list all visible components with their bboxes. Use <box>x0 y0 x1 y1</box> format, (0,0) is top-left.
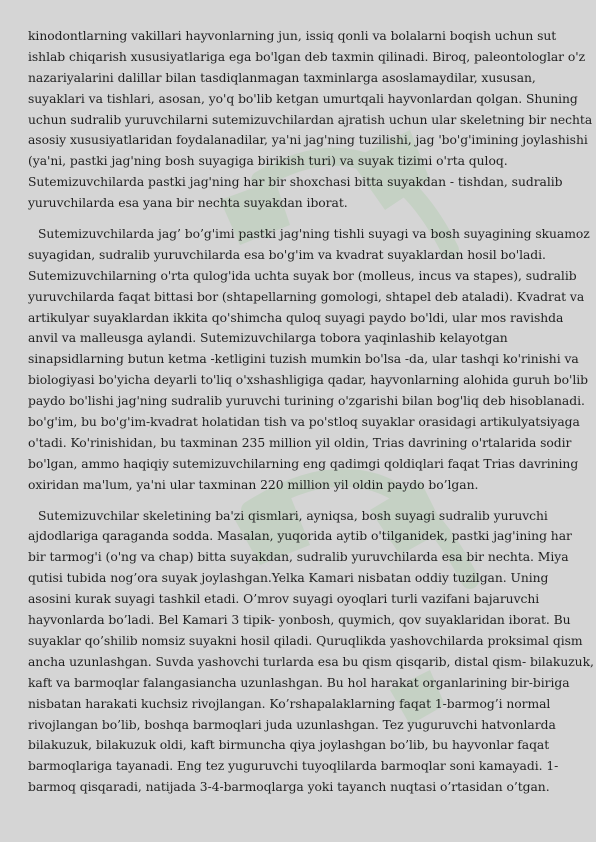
text-line: hayvonlarda bo’ladi. Bel Kamari 3 tipik- yonbosh, quymich, qov suyaklaridan iborat. Bu <box>28 613 571 628</box>
text-line: nisbatan harakati kuchsiz rivojlangan. Ko’rshapalaklarning faqat 1-barmog’i normal <box>28 696 551 711</box>
text-line: suyagidan, sudralib yuruvchilarda esa bo'g'im va kvadrat suyaklardan hosil bo'ladi. <box>28 247 546 262</box>
text-line: barmoq qisqaradi, natijada 3-4-barmoqlarga yoki tayanch nuqtasi o’rtasidan o’tgan. <box>28 780 550 795</box>
text-line: bo'lgan, ammo haqiqiy sutemizuvchilarning eng qadimgi qoldiqlari faqat Trias davrining <box>28 456 579 471</box>
text-line: yuruvchilarda esa yana bir nechta suyakdan iborat. <box>28 196 348 211</box>
text-line: ishlab chiqarish xususiyatlariga ega bo'lgan deb taxmin qilinadi. Biroq, paleontologlar o'z <box>28 49 586 64</box>
text-line: suyaklar qo’shilib nomsiz suyakni hosil qiladi. Quruqlikda yashovchilarda proksimal qism <box>28 633 583 648</box>
text-line: bir tarmog'i (o'ng va chap) bitta suyakdan, sudralib yuruvchilarda esa bir nechta. Miya <box>28 550 569 565</box>
text-line: Sutemizuvchilar skeletining ba'zi qismlari, ayniqsa, bosh suyagi sudralib yuruvchi <box>38 508 548 523</box>
text-line: biologiyasi bo'yicha deyarli to'liq o'xshashligiga qadar, hayvonlarning alohida guruh bo'lib <box>28 373 589 388</box>
text-line: paydo bo'lishi jag'ning sudralib yuruvchi turining o'zgarishi bilan bog'liq deb hisoblanadi. <box>28 394 585 409</box>
text-line: kaft va barmoqlar falangasiancha uzunlashgan. Bu hol harakat organlarining bir-biriga <box>28 675 570 690</box>
text-line: artikulyar suyaklardan ikkita qo'shimcha quloq suyagi paydo bo'ldi, ular mos ravishda <box>28 310 564 325</box>
text-line: ajdodlariga qaraganda sodda. Masalan, yuqorida aytib o'tilganidek, pastki jag'ining har <box>28 529 572 544</box>
text-line: uchun sudralib yuruvchilarni sutemizuvchilardan ajratish uchun ular skeletning bir nechta <box>28 112 593 127</box>
text-line: (ya'ni, pastki jag'ning bosh suyagiga birikish turi) va suyak tizimi o'rta quloq. <box>28 154 508 169</box>
text-line: Sutemizuvchilarda jag’ bo’g'imi pastki jag'ning tishli suyagi va bosh suyagining skuamoz <box>38 227 590 242</box>
text-line: qutisi tubida nog’ora suyak joylashgan.Yelka Kamari nisbatan oddiy tuzilgan. Uning <box>28 571 549 586</box>
text-line: oxiridan ma'lum, ya'ni ular taxminan 220 million yil oldin paydo bo’lgan. <box>28 477 479 492</box>
text-line: bo'g'im, bu bo'g'im-kvadrat holatidan tish va po'stloq suyaklar orasidagi artikulyatsiyaga <box>28 415 580 430</box>
document-body <box>28 26 594 798</box>
text-line: barmoqlariga tayanadi. Eng tez yuguruvchi tuyoqlilarda barmoqlar soni kamayadi. 1- <box>28 759 559 774</box>
text-line: Sutemizuvchilarning o'rta qulog'ida uchta suyak bor (molleus, incus va stapes), sudralib <box>28 268 577 283</box>
text-line: nazariyalarini dalillar bilan tasdiqlanmagan taxminlarga asoslamaydilar, xususan, <box>28 70 536 85</box>
text-line: suyaklari va tishlari, asosan, yo'q bo'lib ketgan umurtqali hayvonlardan qolgan. Shuning <box>28 91 578 106</box>
text-line: Sutemizuvchilarda pastki jag'ning har bir shoxchasi bitta suyakdan - tishdan, sudralib <box>28 175 563 190</box>
text-line: asosini kurak suyagi tashkil etadi. O’mrov suyagi oyoqlari turli vazifani bajaruvchi <box>28 592 540 607</box>
text-line: sinapsidlarning butun ketma -ketligini tuzish mumkin bo'lsa -da, ular tashqi ko'rinishi va <box>28 352 579 367</box>
text-line: anvil va malleusga aylandi. Sutemizuvchilarga tobora yaqinlashib kelayotgan <box>28 331 508 346</box>
text-line: o'tadi. Ko'rinishidan, bu taxminan 235 million yil oldin, Trias davrining o'rtalarida sodir <box>28 435 572 450</box>
text-line: kinodontlarning vakillari hayvonlarning jun, issiq qonli va bolalarni boqish uchun sut <box>28 29 557 43</box>
paragraph-1 <box>28 26 593 214</box>
text-line: rivojlangan bo’lib, boshqa barmoqlari juda uzunlashgan. Tez yuguruvchi hatvonlarda <box>28 717 556 732</box>
text-line: bilakuzuk, bilakuzuk oldi, kaft birmuncha qiya joylashgan bo’lib, bu hayvonlar faqat <box>28 738 550 753</box>
text-line: asosiy xususiyatlaridan foydalanadilar, ya'ni jag'ning tuzilishi, jag 'bo'g'imining joylashishi <box>28 133 588 148</box>
paragraph-3 <box>28 506 594 798</box>
text-line: yuruvchilarda faqat bittasi bor (shtapellarning gomologi, shtapel deb ataladi). Kvadrat va <box>28 289 585 304</box>
paragraph-2 <box>28 224 590 496</box>
text-line: ancha uzunlashgan. Suvda yashovchi turlarda esa bu qism qisqarib, distal qism- bilakuzuk, <box>28 654 594 669</box>
